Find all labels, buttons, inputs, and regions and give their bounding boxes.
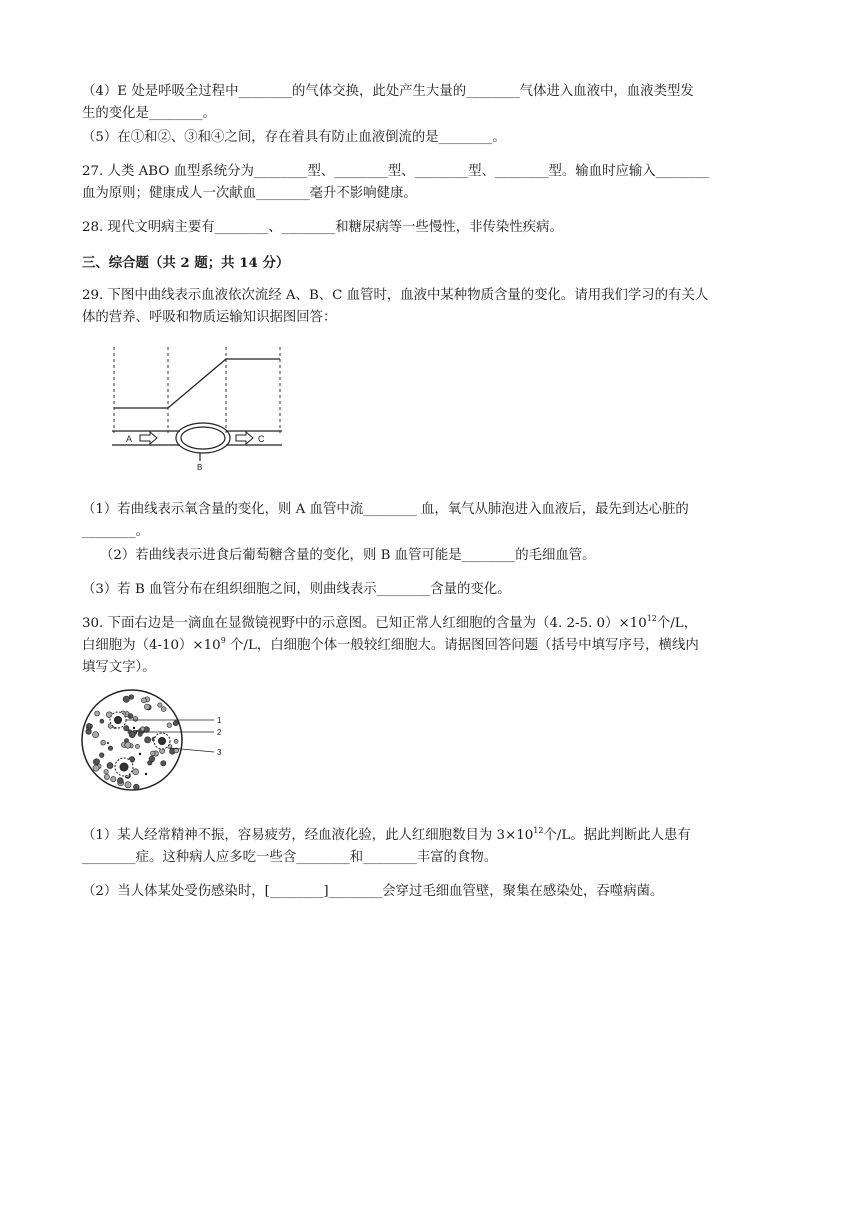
q29-sub1-line2: ________。 [82, 524, 149, 539]
q30-stem-line1: 30. 下面右边是一滴血在显微镜视野中的示意图。已知正常人红细胞的含量为（4. 2-5. $0)\times 10^{12}$个/L， [82, 614, 698, 631]
q30-stem-line2: 白细胞为$(4-10)\times 10^9$ 个/L，白细胞个体一般较红细胞大。请据图回答问题（括号中填写序号，横线内 [82, 636, 699, 653]
q30-sub1-line2: ________症。这种病人应多吃一些含________和________丰富的食物。 [82, 850, 498, 865]
vessel-label-b: B [197, 463, 203, 472]
q26-part4-line2: 生的变化是________。 [82, 106, 216, 121]
figure-label-1: 1 [217, 716, 222, 725]
figure-label-2: 2 [217, 728, 222, 737]
vessel-label-c: C [258, 434, 265, 444]
q30-stem-line3: 填写文字）。 [82, 660, 156, 675]
blood-vessel-diagram [108, 343, 284, 472]
q29-stem-line2: 体的营养、呼吸和物质运输知识据图回答： [82, 310, 337, 325]
content-curve [114, 359, 280, 408]
arrow-right-icon [140, 432, 157, 444]
figure-label-3: 3 [217, 748, 222, 757]
vessel-label-a: A [126, 434, 133, 444]
q29-sub2: （2）若曲线表示进食后葡萄糖含量的变化，则 B 血管可能是________的毛细血管。 [100, 548, 596, 563]
q26-part4-line1: （4）E 处是呼吸全过程中________的气体交换，此处产生大量的________气体进入血液中，血液类型发 [82, 84, 694, 99]
blood-smear-diagram [80, 688, 230, 794]
q30-sub2: （2）当人体某处受伤感染时，[________]________会穿过毛细血管壁，聚集在感染处，吞噬病菌。 [82, 884, 664, 899]
q29-sub1-line1: （1）若曲线表示氧含量的变化，则 A 血管中流________ 血，氧气从肺泡进入血液后，最先到达心脏的 [82, 502, 689, 517]
q27-line2: 血为原则；健康成人一次献血________毫升不影响健康。 [82, 186, 417, 201]
q26-part5: （5）在①和②、③和④之间，存在着具有防止血液倒流的是________。 [82, 130, 506, 145]
section-heading: 三、综合题（共 2 题；共 14 分） [82, 255, 290, 271]
arrow-right-icon [236, 432, 253, 444]
q30-sub1-line1: （1）某人经常精神不振，容易疲劳，经血液化验，此人红细胞数目为 $3\times 10^{12}$个/L。据此判断此人患有 [82, 826, 691, 843]
q29-sub3: （3）若 B 血管分布在组织细胞之间，则曲线表示________含量的变化。 [82, 582, 511, 597]
q27-line1: 27. 人类 ABO 血型系统分为________型、________型、________型、________型。输血时应输入________ [82, 164, 710, 179]
q29-stem-line1: 29. 下图中曲线表示血液依次流经 A、B、C 血管时，血液中某种物质含量的变化。请用我们学习的有关人 [82, 288, 709, 303]
q28-line1: 28. 现代文明病主要有________、________和糖尿病等一些慢性，非传染性疾病。 [82, 220, 563, 235]
